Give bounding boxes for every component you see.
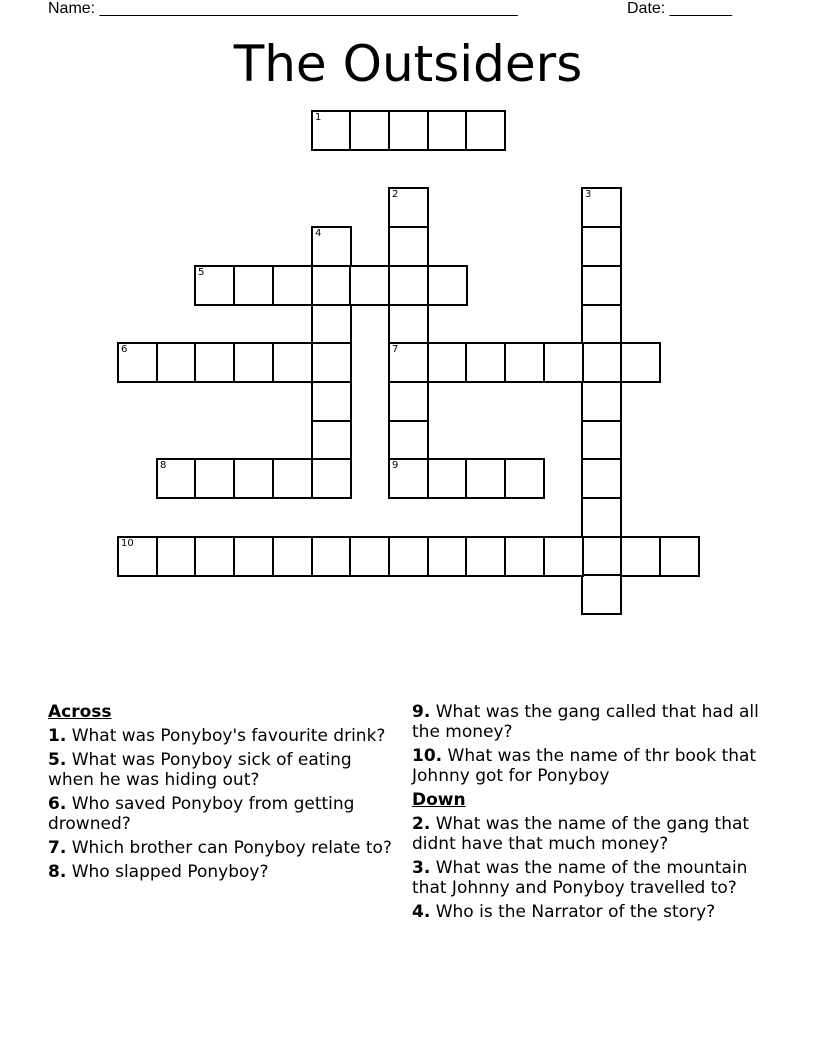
grid-cell[interactable] — [117, 536, 158, 577]
grid-cell[interactable] — [427, 342, 468, 383]
grid-cell[interactable] — [311, 536, 352, 577]
grid-cell[interactable] — [581, 574, 622, 615]
clue-text: Who saved Ponyboy from getting drowned? — [48, 794, 355, 834]
clue-across-9 — [412, 702, 762, 742]
grid-cell[interactable] — [272, 536, 313, 577]
grid-cell[interactable] — [156, 536, 197, 577]
clues-column-right — [412, 702, 762, 926]
clue-across-5 — [48, 750, 393, 790]
grid-cell[interactable] — [194, 342, 235, 383]
grid-cell[interactable] — [388, 110, 429, 151]
cell-number: 8 — [160, 460, 167, 471]
down-heading: Down — [412, 790, 466, 810]
grid-cell[interactable] — [581, 536, 622, 577]
grid-cell[interactable] — [581, 187, 622, 228]
grid-cell[interactable] — [427, 536, 468, 577]
grid-cell[interactable] — [504, 342, 545, 383]
grid-cell[interactable] — [543, 342, 584, 383]
clue-across-6 — [48, 794, 393, 834]
grid-cell[interactable] — [427, 110, 468, 151]
clue-text: What was the name of thr book that Johnny got for Ponyboy — [412, 746, 757, 786]
grid-cell[interactable] — [311, 381, 352, 422]
grid-cell[interactable] — [504, 458, 545, 499]
clue-number: 3. — [412, 858, 431, 878]
grid-cell[interactable] — [194, 536, 235, 577]
grid-cell[interactable] — [311, 110, 352, 151]
grid-cell[interactable] — [581, 304, 622, 345]
clue-number: 10. — [412, 746, 443, 766]
page-title: The Outsiders — [233, 35, 583, 93]
grid-cell[interactable] — [465, 110, 506, 151]
cell-number: 4 — [315, 228, 322, 239]
grid-cell[interactable] — [620, 342, 661, 383]
grid-cell[interactable] — [465, 536, 506, 577]
cell-number: 10 — [121, 538, 134, 549]
grid-cell[interactable] — [194, 265, 235, 306]
date-field-line: Date: _______ — [627, 0, 732, 17]
grid-cell[interactable] — [311, 342, 352, 383]
grid-cell[interactable] — [427, 458, 468, 499]
clues-column-left — [48, 702, 393, 886]
cell-number: 5 — [198, 267, 205, 278]
clue-number: 6. — [48, 794, 67, 814]
grid-cell[interactable] — [233, 458, 274, 499]
grid-cell[interactable] — [388, 226, 429, 267]
cell-number: 6 — [121, 344, 128, 355]
grid-cell[interactable] — [388, 420, 429, 461]
grid-cell[interactable] — [659, 536, 700, 577]
grid-cell[interactable] — [543, 536, 584, 577]
grid-cell[interactable] — [349, 265, 390, 306]
grid-cell[interactable] — [388, 265, 429, 306]
grid-cell[interactable] — [349, 536, 390, 577]
clue-number: 1. — [48, 726, 67, 746]
grid-cell[interactable] — [156, 342, 197, 383]
cell-number: 2 — [392, 189, 399, 200]
clue-text: Who is the Narrator of the story? — [435, 902, 716, 922]
grid-cell[interactable] — [311, 458, 352, 499]
cell-number: 1 — [315, 112, 322, 123]
grid-cell[interactable] — [388, 304, 429, 345]
across-heading: Across — [48, 702, 112, 722]
grid-cell[interactable] — [272, 265, 313, 306]
clue-number: 4. — [412, 902, 431, 922]
grid-cell[interactable] — [117, 342, 158, 383]
clue-text: What was the name of the mountain that Johnny and Ponyboy travelled to? — [412, 858, 748, 898]
grid-cell[interactable] — [156, 458, 197, 499]
clue-across-1 — [48, 726, 393, 746]
grid-cell[interactable] — [388, 187, 429, 228]
grid-cell[interactable] — [581, 381, 622, 422]
grid-cell[interactable] — [272, 458, 313, 499]
clue-text: What was the gang called that had all the money? — [412, 702, 759, 742]
grid-cell[interactable] — [581, 497, 622, 538]
grid-cell[interactable] — [272, 342, 313, 383]
clue-number: 5. — [48, 750, 67, 770]
grid-cell[interactable] — [311, 265, 352, 306]
clue-down-3 — [412, 858, 762, 898]
grid-cell[interactable] — [388, 381, 429, 422]
clue-text: What was Ponyboy's favourite drink? — [71, 726, 386, 746]
grid-cell[interactable] — [388, 342, 429, 383]
grid-cell[interactable] — [311, 420, 352, 461]
grid-cell[interactable] — [581, 226, 622, 267]
grid-cell[interactable] — [581, 265, 622, 306]
clue-across-10 — [412, 746, 762, 786]
clue-number: 2. — [412, 814, 431, 834]
clue-number: 9. — [412, 702, 431, 722]
grid-cell[interactable] — [388, 458, 429, 499]
cell-number: 3 — [585, 189, 592, 200]
grid-cell[interactable] — [233, 536, 274, 577]
grid-cell[interactable] — [581, 342, 622, 383]
clue-down-4 — [412, 902, 762, 922]
grid-cell[interactable] — [504, 536, 545, 577]
grid-cell[interactable] — [581, 458, 622, 499]
grid-cell[interactable] — [388, 536, 429, 577]
name-field-line: Name: _______________________________________________ — [48, 0, 518, 17]
grid-cell[interactable] — [349, 110, 390, 151]
grid-cell[interactable] — [311, 226, 352, 267]
grid-cell[interactable] — [311, 304, 352, 345]
cell-number: 7 — [392, 344, 399, 355]
grid-cell[interactable] — [465, 458, 506, 499]
clue-down-2 — [412, 814, 762, 854]
clue-number: 7. — [48, 838, 67, 858]
clue-text: What was the name of the gang that didnt have that much money? — [412, 814, 750, 854]
grid-cell[interactable] — [620, 536, 661, 577]
clue-number: 8. — [48, 862, 67, 882]
clue-across-8 — [48, 862, 393, 882]
cell-number: 9 — [392, 460, 399, 471]
grid-cell[interactable] — [233, 265, 274, 306]
clue-text: What was Ponyboy sick of eating when he was hiding out? — [48, 750, 352, 790]
grid-cell[interactable] — [233, 342, 274, 383]
clue-across-7 — [48, 838, 393, 858]
clue-text: Which brother can Ponyboy relate to? — [71, 838, 392, 858]
grid-cell[interactable] — [581, 420, 622, 461]
grid-cell[interactable] — [465, 342, 506, 383]
grid-cell[interactable] — [194, 458, 235, 499]
grid-cell[interactable] — [427, 265, 468, 306]
clue-text: Who slapped Ponyboy? — [71, 862, 269, 882]
